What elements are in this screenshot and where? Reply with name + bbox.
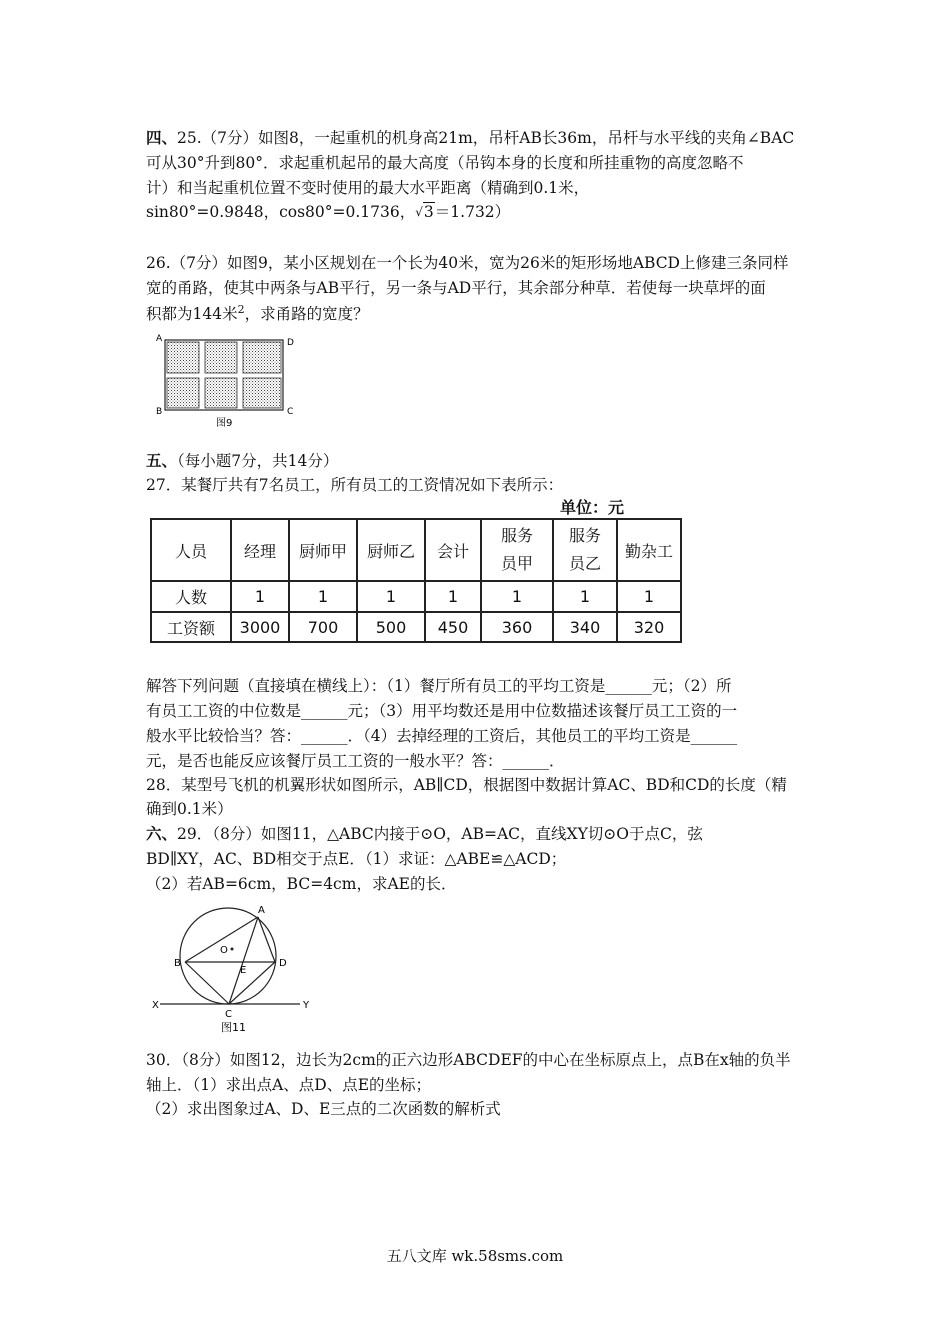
label-b: B [156,407,163,417]
label-y: Y [303,1000,310,1011]
q30-line3: （2）求出图象过A、D、E三点的二次函数的解析式 [146,1100,501,1118]
lawn-block [205,342,237,373]
header-cell: 勤杂工 [617,519,681,581]
figure-11 [148,900,318,1035]
sqrt-icon: √ [415,205,423,219]
q26-line1: 26.（7分）如图9，某小区规划在一个长为40米，宽为26米的矩形场地ABCD上修建三条同样 [146,254,789,272]
q25-line3: 计）和当起重机位置不变时使用的最大水平距离（精确到0.1米， [146,179,590,197]
header-cell: 人员 [151,519,231,581]
lawn-block [167,342,199,373]
q29-line1: 六、29．（8分）如图11，△ABC内接于⊙O，AB=AC，直线XY切⊙O于点C，弦 [146,824,703,843]
wage-table [150,518,682,643]
q26-line3: 积都为144米$^2$，求甬路的宽度？ [146,302,369,323]
table-cell: 1 [231,581,289,612]
label-c: C [287,407,294,417]
header-cell: 经理 [231,519,289,581]
label-c: C [225,1009,232,1020]
table-cell: 320 [617,612,681,642]
segment-bc [185,962,229,1004]
q27-line4: 元，是否也能反应该餐厅员工工资的一般水平？答：______． [146,752,565,770]
lawn-block [243,378,281,408]
q27-line1: 解答下列问题（直接填在横线上）：（1）餐厅所有员工的平均工资是______元；（2）所 [146,677,732,695]
header-cell: 厨师乙 [357,519,425,581]
table-cell: 1 [481,581,553,612]
label-x: X [152,1000,159,1011]
label-a: A [156,334,163,344]
table-cell: 1 [357,581,425,612]
label-e: E [240,965,247,976]
q27-line3: 般水平比较恰当？答：______．（4）去掉经理的工资后，其他员工的平均工资是______ [146,727,738,745]
figure-9-caption: 图9 [216,418,233,429]
header-cell: 厨师甲 [289,519,357,581]
q28-line2: 确到0.1米） [146,800,233,818]
table-cell: 340 [553,612,617,642]
table-cell: 1 [425,581,481,612]
section-five: 五、（每小题7分，共14分） [146,451,339,470]
label-d: D [287,338,294,348]
table-cell: 3000 [231,612,289,642]
table-cell: 1 [289,581,357,612]
table-cell: 1 [553,581,617,612]
q25-line1: 四、25.（7分）如图8，一起重机的机身高21m，吊杆AB长36m，吊杆与水平线的夹角∠BAC [146,128,795,147]
row-label: 工资额 [151,612,231,642]
row-label: 人数 [151,581,231,612]
lawn-block [205,378,237,408]
lawn-block [243,342,281,373]
section-four-label: 四、 [146,128,178,147]
table-cell: 700 [289,612,357,642]
q27-intro: 27．某餐厅共有7名员工，所有员工的工资情况如下表所示： [146,476,564,494]
q26-line2: 宽的甬路，使其中两条与AB平行，另一条与AD平行，其余部分种草．若使每一块草坪的面 [146,279,766,297]
label-d: D [279,958,287,969]
center-point [231,948,234,951]
figure-9 [150,330,300,430]
q30-line1: 30．（8分）如图12，边长为2cm的正六边形ABCDEF的中心在坐标原点上，点B在x轴的负半 [146,1051,791,1069]
table-cell: 360 [481,612,553,642]
table-row [151,581,681,612]
q25-line2: 可从30°升到80°．求起重机起吊的最大高度（吊钩本身的长度和所挂重物的高度忽略不 [146,154,744,172]
section-six-label: 六、 [146,824,178,843]
header-cell: 服务员甲 [481,519,553,581]
table-cell: 1 [617,581,681,612]
label-a: A [258,905,265,916]
footer-watermark: 五八文库 wk.58sms.com [386,1247,564,1265]
q28-line1: 28．某型号飞机的机翼形状如图所示，AB∥CD，根据图中数据计算AC、BD和CD的长度（精 [146,776,787,794]
table-cell: 450 [425,612,481,642]
label-o: O [220,945,228,956]
table-header-row [151,519,681,581]
figure-11-caption: 图11 [221,1021,246,1034]
unit-label: 单位：元 [560,498,625,517]
label-b: B [174,958,181,969]
q27-line2: 有员工工资的中位数是______元；（3）用平均数还是用中位数描述该餐厅员工工资的一 [146,702,738,720]
q29-line2: BD∥XY，AC、BD相交于点E．（1）求证：△ABE≌△ACD； [146,850,567,868]
table-cell: 500 [357,612,425,642]
header-cell: 会计 [425,519,481,581]
q25-line4: sin80°=0.9848，cos80°=0.1736，√3＝1.732） [146,203,511,221]
lawn-block [167,378,199,408]
header-cell: 服务员乙 [553,519,617,581]
q30-line2: 轴上．（1）求出点A、点D、点E的坐标； [146,1076,432,1094]
q29-line3: （2）若AB=6cm，BC=4cm，求AE的长． [146,875,457,893]
table-row [151,612,681,642]
